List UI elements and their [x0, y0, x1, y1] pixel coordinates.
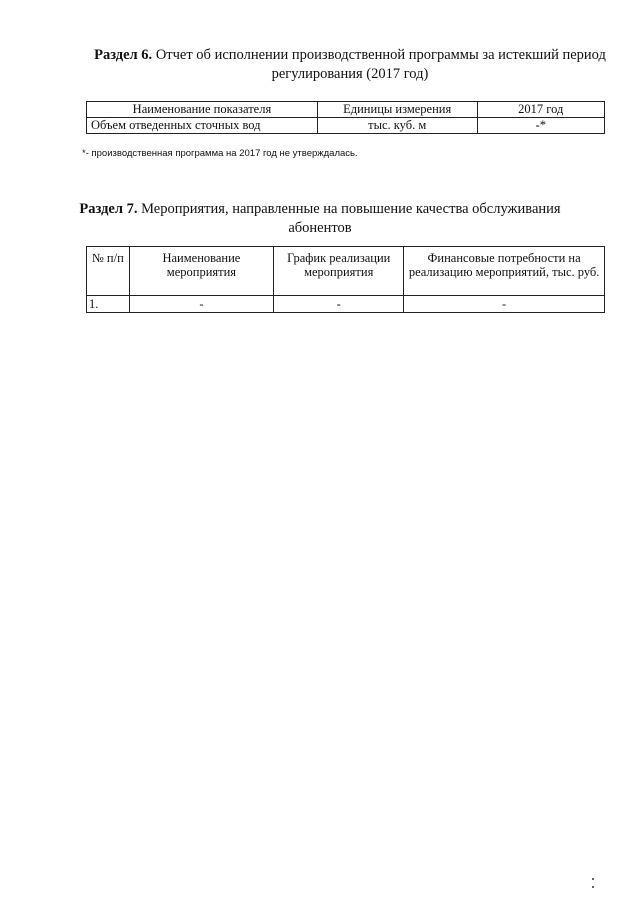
service-quality-measures-table [86, 246, 605, 313]
section-6-title: Отчет об исполнении производственной программы за истекший период регулирования (2017 год) [152, 47, 606, 82]
header-schedule: График реализации мероприятия [274, 247, 404, 296]
section-7-title: Мероприятия, направленные на повышение качества обслуживания абонентов [137, 201, 561, 236]
footnote: *- производственная программа на 2017 год не утверждалась. [82, 148, 358, 159]
header-financial-needs: Финансовые потребности на реализацию мероприятий, тыс. руб. [404, 247, 605, 296]
header-indicator-name: Наименование показателя [87, 102, 318, 118]
cell-indicator-name: Объем отведенных сточных вод [87, 118, 318, 134]
cell-value-2017: -* [477, 118, 605, 134]
cell-measure-name: - [129, 296, 274, 313]
table-header-row [87, 247, 605, 296]
table-row [87, 296, 605, 313]
cell-schedule: - [274, 296, 404, 313]
header-number: № п/п [87, 247, 130, 296]
cell-financial-needs: - [404, 296, 605, 313]
section-6-heading [60, 46, 640, 84]
production-program-table [86, 101, 605, 134]
cell-units: тыс. куб. м [317, 118, 477, 134]
table-header-row [87, 102, 605, 118]
table-row [87, 118, 605, 134]
header-year-2017: 2017 год [477, 102, 605, 118]
cell-number: 1. [87, 296, 130, 313]
section-7-label: Раздел 7. [79, 201, 138, 217]
section-6-label: Раздел 6. [94, 47, 153, 63]
header-units: Единицы измерения [317, 102, 477, 118]
section-7-heading [50, 200, 590, 238]
scan-artifact-dots [592, 878, 596, 894]
header-measure-name: Наименование мероприятия [129, 247, 274, 296]
